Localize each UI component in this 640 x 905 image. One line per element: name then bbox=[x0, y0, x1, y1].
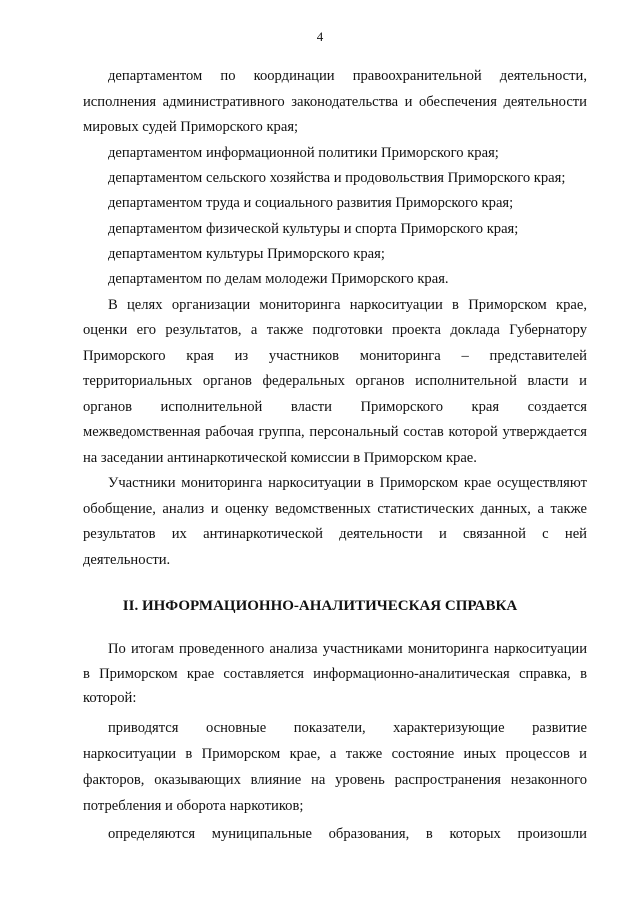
text-line: определяются муниципальные образования, в которых произошли bbox=[108, 826, 587, 842]
text-line: органов исполнительной власти Приморского края создается bbox=[83, 399, 587, 415]
text-line: результатов их антинаркотической деятельности и связанной с ней bbox=[83, 526, 587, 542]
text-line: обобщение, анализ и оценку ведомственных статистических данных, а также bbox=[83, 501, 587, 517]
text-line: деятельности. bbox=[83, 552, 171, 568]
text-line: которой: bbox=[83, 690, 137, 706]
text-line: департаментом труда и социального развития Приморского края; bbox=[108, 195, 514, 211]
text-line: департаментом физической культуры и спорта Приморского края; bbox=[108, 221, 519, 237]
text-line: приводятся основные показатели, характеризующие развитие bbox=[108, 720, 587, 736]
text-line: межведомственная рабочая группа, персональный состав которой утверждается bbox=[83, 424, 587, 440]
text-line: потребления и оборота наркотиков; bbox=[83, 798, 304, 814]
text-line: департаментом по координации правоохранительной деятельности, bbox=[108, 68, 587, 84]
text-line: оценки его результатов, а также подготовки проекта доклада Губернатору bbox=[83, 322, 587, 338]
text-line: факторов, оказывающих влияние на уровень распространения незаконного bbox=[83, 772, 587, 788]
text-line: По итогам проведенного анализа участниками мониторинга наркоситуации bbox=[108, 641, 587, 657]
text-line: исполнения административного законодательства и обеспечения деятельности bbox=[83, 94, 587, 110]
text-line: на заседании антинаркотической комиссии в Приморском крае. bbox=[83, 450, 477, 466]
text-line: Участники мониторинга наркоситуации в Приморском крае осуществляют bbox=[108, 475, 587, 491]
text-line: территориальных органов федеральных органов исполнительной власти и bbox=[83, 373, 587, 389]
text-line: мировых судей Приморского края; bbox=[83, 119, 299, 135]
page-number: 4 bbox=[316, 29, 324, 44]
text-line: наркоситуации в Приморском крае, а также состояние иных процессов и bbox=[83, 746, 587, 762]
text-line: департаментом информационной политики Приморского края; bbox=[108, 145, 499, 161]
text-line: департаментом по делам молодежи Приморского края. bbox=[108, 271, 449, 287]
text-line: в Приморском крае составляется информационно-аналитическая справка, в bbox=[83, 666, 587, 682]
text-line: В целях организации мониторинга наркоситуации в Приморском крае, bbox=[108, 297, 587, 313]
text-line: департаментом культуры Приморского края; bbox=[108, 246, 385, 262]
section-heading: II. ИНФОРМАЦИОННО-АНАЛИТИЧЕСКАЯ СПРАВКА bbox=[122, 598, 518, 614]
text-line: Приморского края из участников мониторинга – представителей bbox=[83, 348, 587, 364]
text-line: департаментом сельского хозяйства и продовольствия Приморского края; bbox=[108, 170, 566, 186]
